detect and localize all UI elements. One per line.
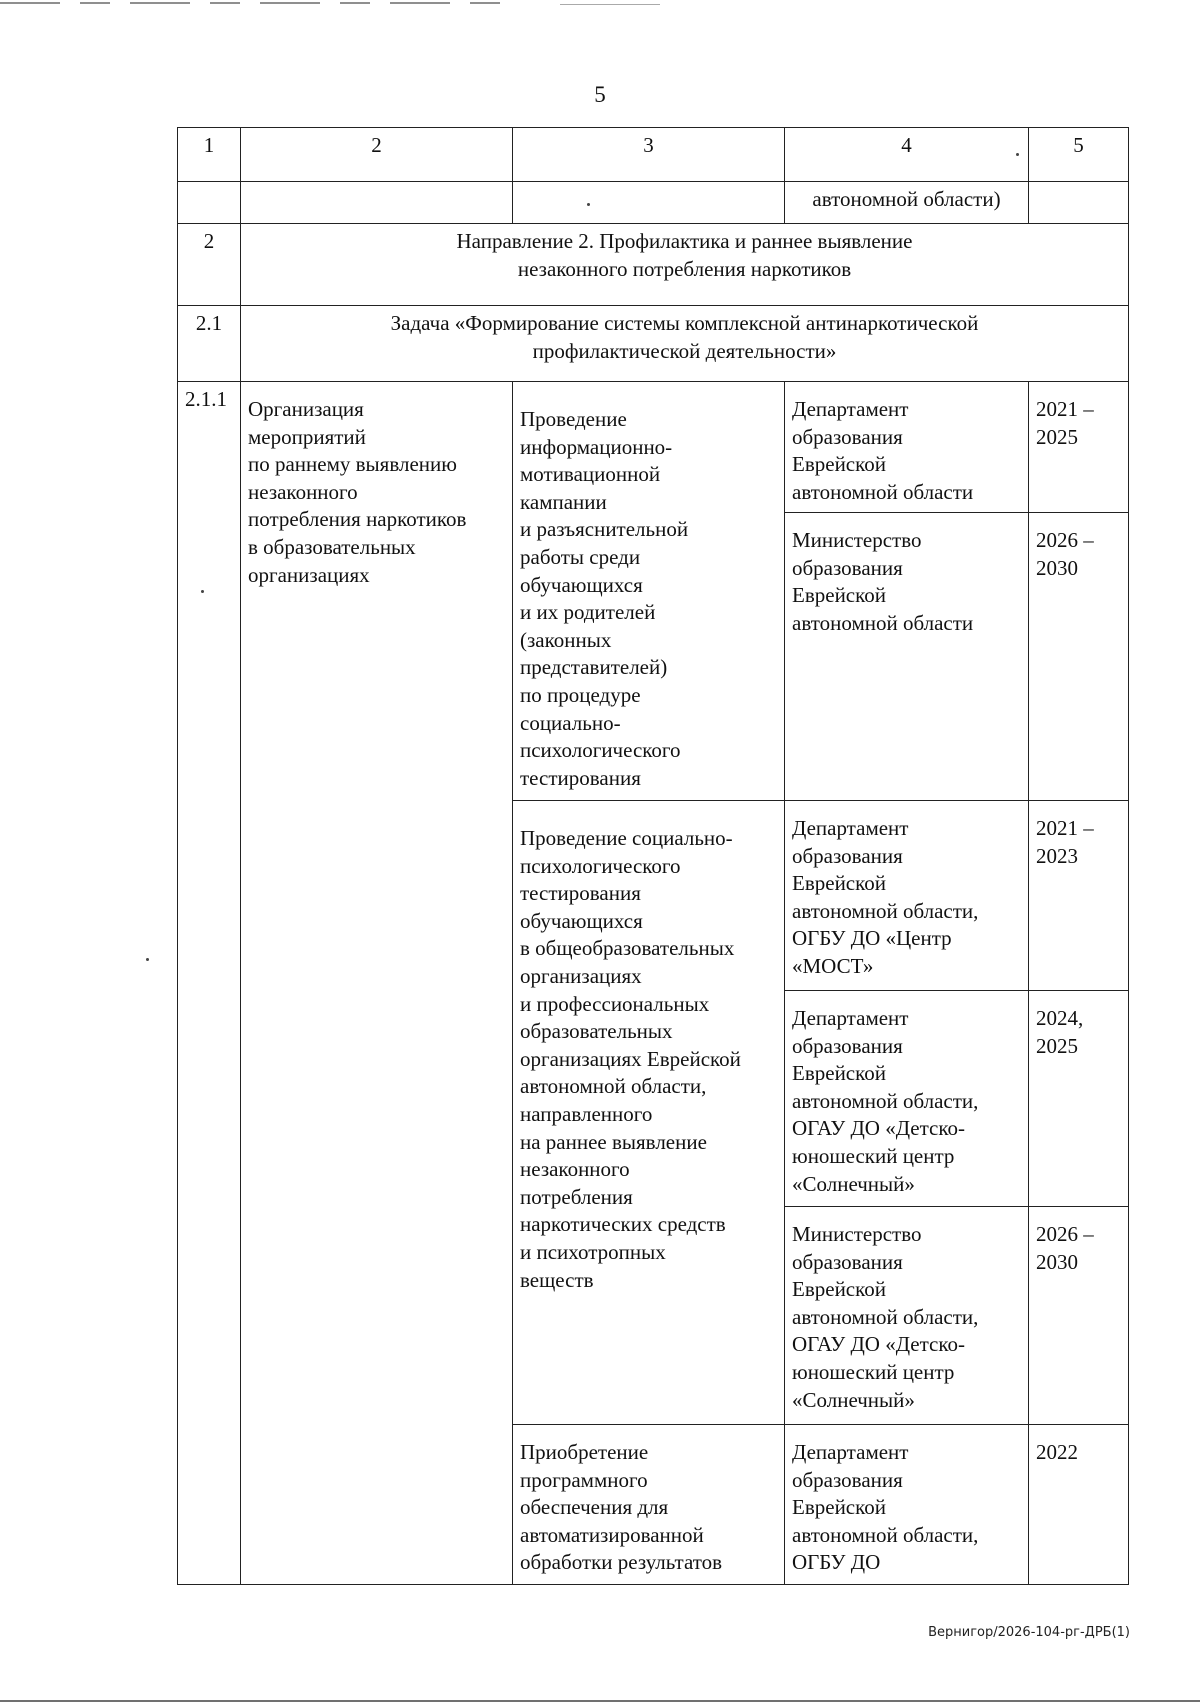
header-cell: 1: [178, 128, 241, 182]
text-line: Еврейской: [792, 1277, 886, 1302]
text-line: 2030: [1036, 1249, 1078, 1274]
text-line: Министерство: [792, 1222, 922, 1246]
text-line: образования: [792, 1033, 903, 1058]
scan-speck: [146, 958, 149, 961]
text-line: образовательных: [520, 1019, 673, 1044]
text-line: незаконного: [248, 479, 358, 504]
period-cell: [1029, 1425, 1129, 1585]
text-line: обучающихся: [520, 572, 643, 597]
text-line: 2026 –: [1036, 528, 1094, 552]
scan-speck: [1016, 153, 1019, 156]
text-line: юношеский центр: [792, 1143, 955, 1168]
text-line: образования: [792, 1249, 903, 1274]
executor-cell: [785, 801, 1029, 991]
text-line: и профессиональных: [520, 991, 710, 1016]
item-number: 2.1.1: [178, 382, 241, 1585]
period-cell: [1029, 1207, 1129, 1425]
header-cell: 4: [785, 128, 1029, 182]
text-line: тестирования: [520, 881, 641, 906]
text-line: обучающихся: [520, 908, 643, 933]
text-line: мероприятий: [248, 424, 366, 449]
task-title: Задача «Формирование системы комплексной антинаркотической профилактической деятельности»: [241, 306, 1129, 382]
text-line: потребления: [520, 1184, 633, 1209]
text-line: в образовательных: [248, 534, 416, 559]
text-line: тестирования: [520, 765, 641, 790]
period-cell: [1029, 801, 1129, 991]
action-cell: [513, 382, 785, 801]
text-line: автономной области,: [792, 1304, 979, 1329]
text-line: образования: [792, 843, 903, 868]
text-line: (законных: [520, 627, 612, 652]
text-line: кампании: [520, 489, 607, 514]
period-cell: [1029, 382, 1129, 513]
text-line: Департамент: [792, 816, 909, 840]
action-cell: [513, 801, 785, 1425]
document-code: Вернигор/2026-104-рг-ДРБ(1): [928, 1625, 1130, 1640]
text-line: Департамент: [792, 1006, 909, 1030]
task-number: 2.1: [178, 306, 241, 382]
text-line: 2021 –: [1036, 397, 1094, 421]
text-line: 2030: [1036, 555, 1078, 580]
header-cell: 2: [241, 128, 513, 182]
direction-row: [178, 224, 1129, 306]
program-table: [177, 127, 1129, 1585]
table-row: [178, 382, 1129, 513]
text-line: юношеский центр: [792, 1359, 955, 1384]
text-line: на раннее выявление: [520, 1129, 707, 1154]
text-line: ОГАУ ДО «Детско-: [792, 1116, 965, 1141]
text-line: ОГБУ ДО: [792, 1550, 881, 1575]
period-cell: [1029, 513, 1129, 801]
text-line: Еврейской: [792, 1061, 886, 1086]
executor-cell: [785, 513, 1029, 801]
text-line: «Солнечный»: [792, 1171, 915, 1196]
text-line: 2026 –: [1036, 1222, 1094, 1246]
text-line: Еврейской: [792, 452, 886, 477]
executor-cell: [785, 382, 1029, 513]
text-line: и разъяснительной: [520, 517, 689, 542]
table-cell: [178, 182, 241, 224]
executor-cell: [785, 1207, 1029, 1425]
text-line: организациях: [520, 963, 642, 988]
text-line: организациях: [248, 562, 370, 587]
text-line: Проведение социально-: [520, 826, 733, 850]
table-cell: [513, 182, 785, 224]
text-line: незаконного: [520, 1157, 630, 1182]
direction-number: 2: [178, 224, 241, 306]
header-cell: 3: [513, 128, 785, 182]
executor-cell: [785, 1425, 1029, 1585]
measure-cell: [241, 382, 513, 1585]
text-line: потребления наркотиков: [248, 507, 467, 532]
period-cell: [1029, 991, 1129, 1207]
text-line: Департамент: [792, 397, 909, 421]
text-line: образования: [792, 555, 903, 580]
text-line: 2024,: [1036, 1006, 1084, 1030]
text-line: ОГБУ ДО «Центр: [792, 926, 952, 951]
text-line: образования: [792, 424, 903, 449]
text-line: 2025: [1036, 424, 1078, 449]
text-line: обеспечения для: [520, 1495, 669, 1520]
text-line: Еврейской: [792, 871, 886, 896]
text-line: автономной области,: [792, 898, 979, 923]
page-number: 5: [594, 82, 606, 107]
text-line: Департамент: [792, 1440, 909, 1464]
text-line: автоматизированной: [520, 1522, 704, 1547]
text-line: образования: [792, 1467, 903, 1492]
text-line: автономной области,: [792, 1522, 979, 1547]
scan-speck: [201, 590, 204, 593]
text-line: 2025: [1036, 1033, 1078, 1058]
text-line: организациях Еврейской: [520, 1046, 741, 1071]
scan-artifact-top: [0, 2, 520, 4]
text-line: «МОСТ»: [792, 953, 874, 978]
text-line: по раннему выявлению: [248, 452, 457, 477]
table-cell: [1029, 182, 1129, 224]
text-line: Еврейской: [792, 1495, 886, 1520]
text-line: Приобретение: [520, 1440, 649, 1464]
text-line: представителей): [520, 655, 668, 680]
text-line: информационно-: [520, 434, 673, 459]
text-line: 2021 –: [1036, 816, 1094, 840]
text-line: Проведение: [520, 407, 627, 431]
direction-title: Направление 2. Профилактика и раннее выявление незаконного потребления наркотиков: [241, 224, 1129, 306]
continuation-text: автономной области): [785, 182, 1029, 224]
header-cell: 5: [1029, 128, 1129, 182]
text-line: социально-: [520, 710, 621, 735]
text-line: 2023: [1036, 843, 1078, 868]
scan-speck: [587, 203, 590, 206]
text-line: «Солнечный»: [792, 1387, 915, 1412]
table-cell: [241, 182, 513, 224]
text-line: автономной области: [792, 610, 974, 635]
scan-artifact-bottom: [0, 1700, 1200, 1702]
text-line: работы среди: [520, 544, 641, 569]
text-line: и психотропных: [520, 1239, 666, 1264]
text-line: в общеобразовательных: [520, 936, 735, 961]
task-row: [178, 306, 1129, 382]
text-line: обработки результатов: [520, 1550, 723, 1575]
text-line: 2022: [1036, 1440, 1078, 1464]
table-header-row: [178, 128, 1129, 182]
scan-artifact-top: [560, 4, 660, 5]
text-line: программного: [520, 1467, 648, 1492]
text-line: автономной области: [792, 479, 974, 504]
text-line: наркотических средств: [520, 1212, 726, 1237]
text-line: Министерство: [792, 528, 922, 552]
text-line: Организация: [248, 397, 364, 421]
text-line: психологического: [520, 738, 681, 763]
text-line: и их родителей: [520, 600, 656, 625]
executor-cell: [785, 991, 1029, 1207]
text-line: веществ: [520, 1267, 594, 1292]
text-line: по процедуре: [520, 682, 641, 707]
text-line: автономной области,: [792, 1088, 979, 1113]
action-cell: [513, 1425, 785, 1585]
text-line: мотивационной: [520, 462, 661, 487]
text-line: автономной области,: [520, 1074, 707, 1099]
text-line: ОГАУ ДО «Детско-: [792, 1332, 965, 1357]
text-line: Еврейской: [792, 583, 886, 608]
continuation-row: [178, 182, 1129, 224]
text-line: психологического: [520, 853, 681, 878]
text-line: направленного: [520, 1101, 653, 1126]
